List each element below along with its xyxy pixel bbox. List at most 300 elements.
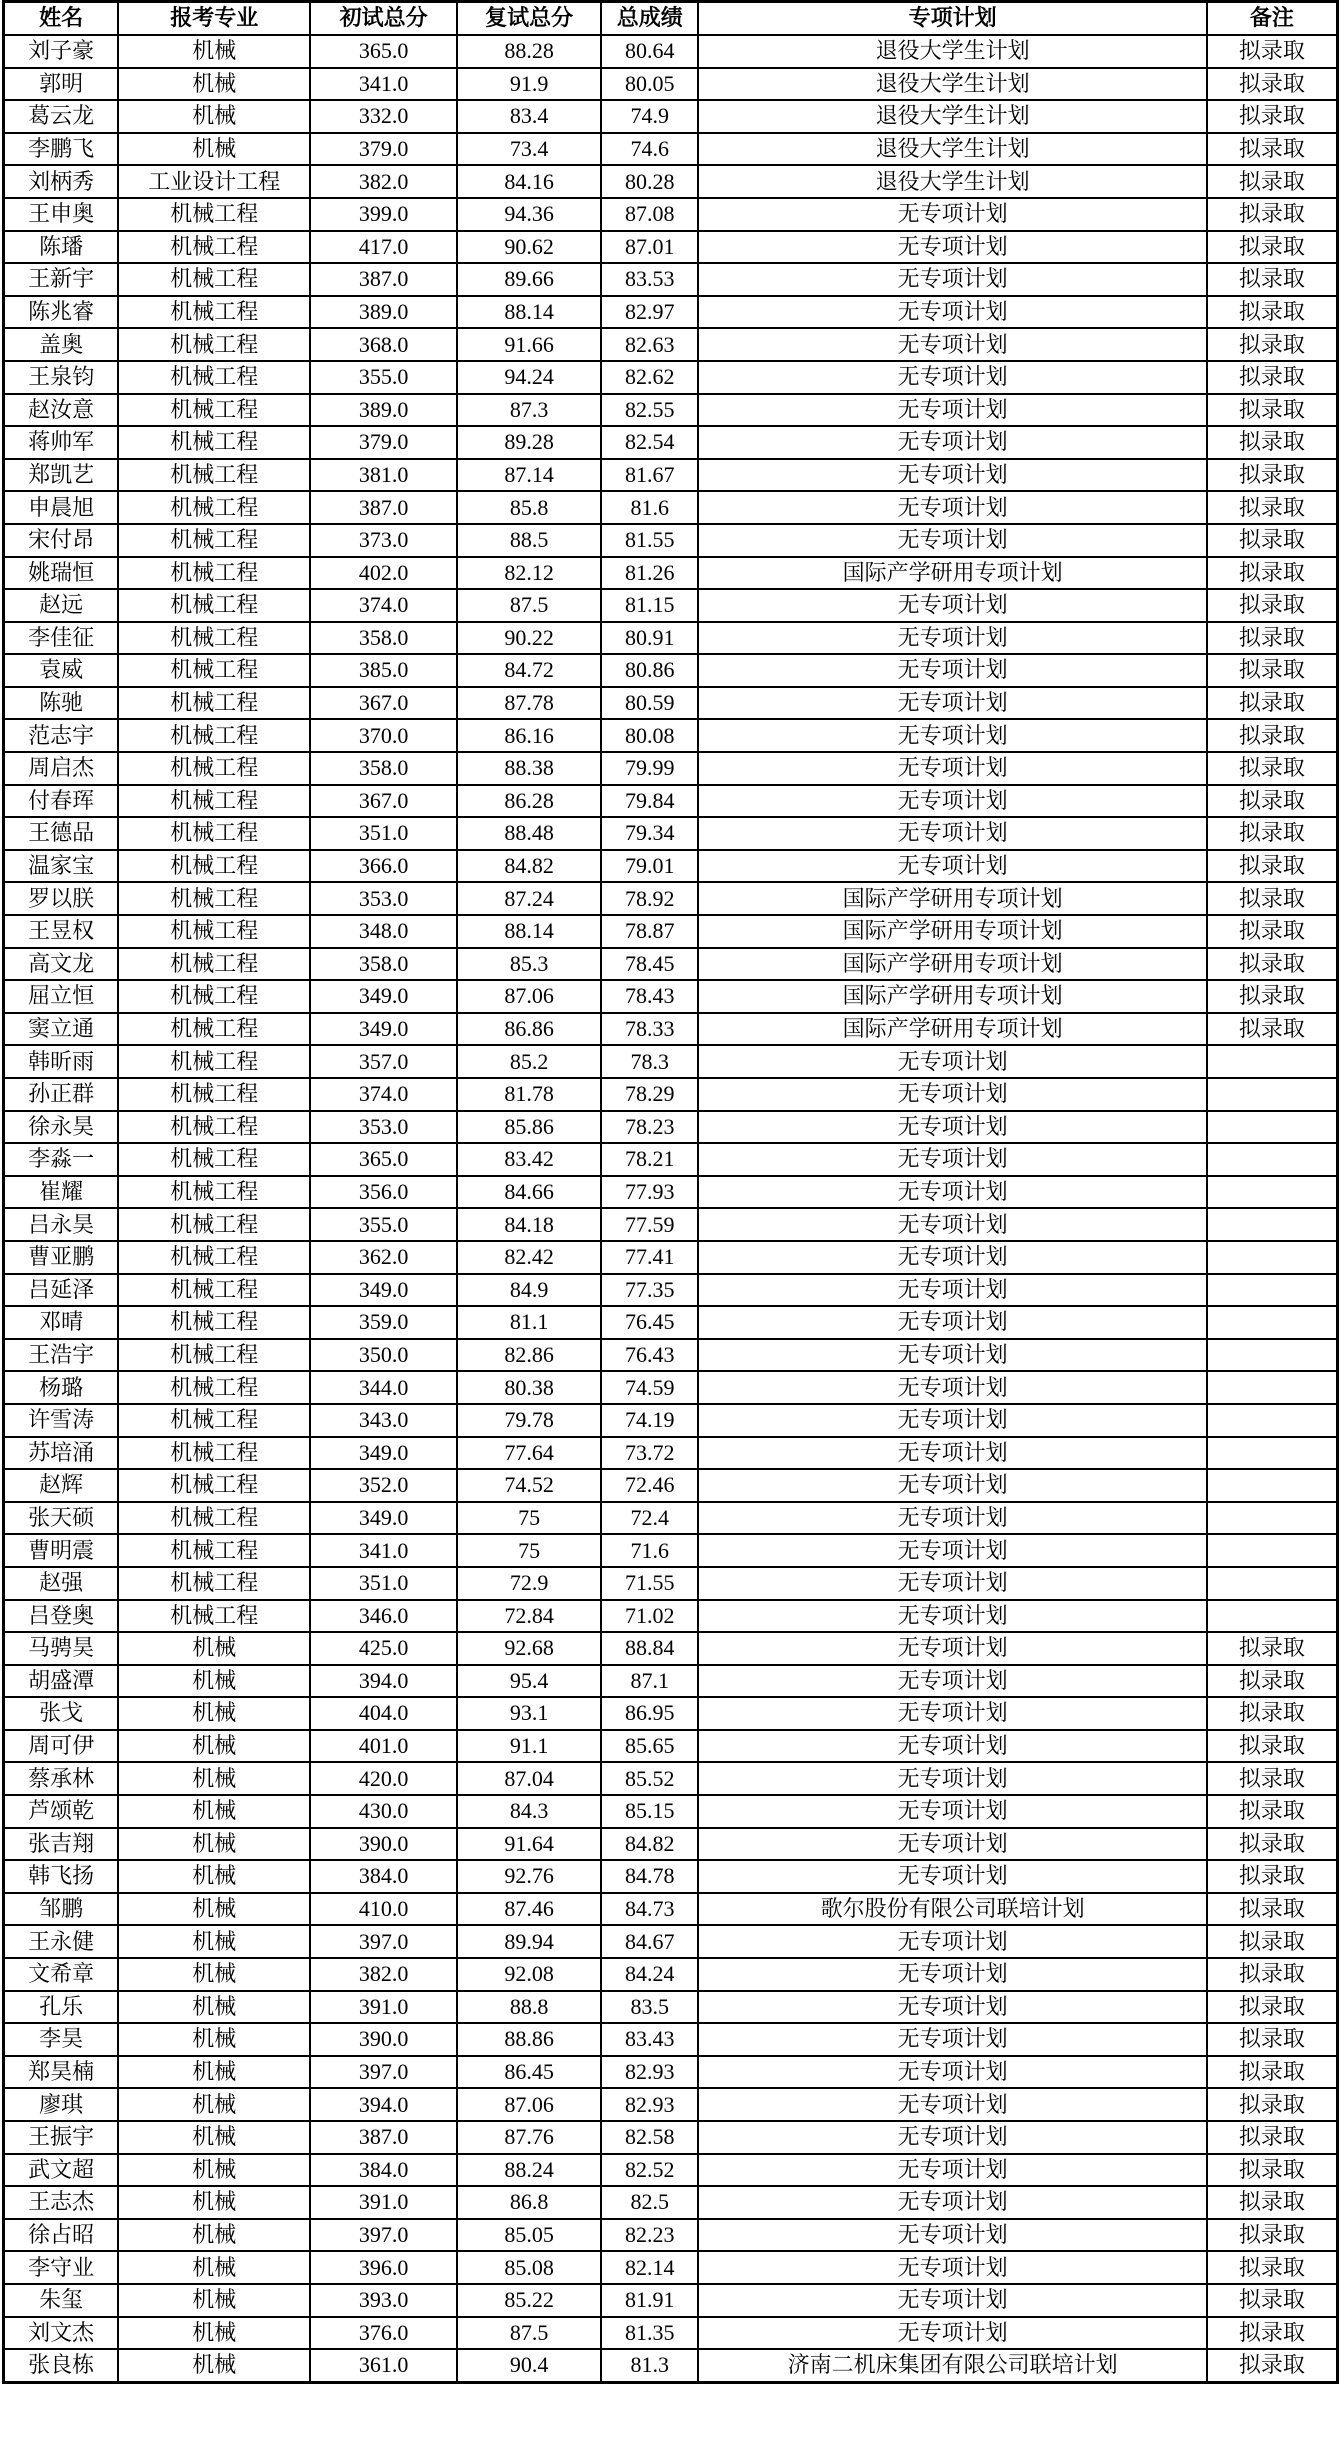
cell-special-plan: 无专项计划: [698, 426, 1206, 459]
cell-retest-score: 91.66: [457, 328, 601, 361]
cell-special-plan: 无专项计划: [698, 2056, 1206, 2089]
cell-remark: 拟录取: [1207, 687, 1338, 720]
cell-total-score: 81.67: [601, 459, 698, 492]
cell-initial-score: 349.0: [310, 1013, 457, 1046]
cell-retest-score: 83.42: [457, 1143, 601, 1176]
cell-retest-score: 93.1: [457, 1697, 601, 1730]
cell-remark: 拟录取: [1207, 948, 1338, 981]
cell-name: 葛云龙: [4, 100, 119, 133]
cell-remark: 拟录取: [1207, 426, 1338, 459]
table-row: [4, 426, 1338, 459]
cell-retest-score: 84.82: [457, 850, 601, 883]
cell-initial-score: 389.0: [310, 296, 457, 329]
cell-special-plan: 无专项计划: [698, 2251, 1206, 2284]
cell-special-plan: 无专项计划: [698, 2219, 1206, 2252]
cell-special-plan: 无专项计划: [698, 850, 1206, 883]
cell-total-score: 71.55: [601, 1567, 698, 1600]
table-row: [4, 296, 1338, 329]
table-row: [4, 1502, 1338, 1535]
cell-special-plan: 无专项计划: [698, 394, 1206, 427]
cell-major: 机械工程: [118, 557, 310, 590]
cell-remark: 拟录取: [1207, 1665, 1338, 1698]
cell-initial-score: 349.0: [310, 1437, 457, 1470]
cell-initial-score: 404.0: [310, 1697, 457, 1730]
cell-initial-score: 425.0: [310, 1632, 457, 1665]
cell-remark: 拟录取: [1207, 2284, 1338, 2317]
cell-major: 机械工程: [118, 687, 310, 720]
cell-remark: 拟录取: [1207, 654, 1338, 687]
table-row: [4, 2121, 1338, 2154]
cell-special-plan: 无专项计划: [698, 1111, 1206, 1144]
cell-major: 机械工程: [118, 198, 310, 231]
cell-major: 机械工程: [118, 1339, 310, 1372]
cell-name: 邹鹏: [4, 1893, 119, 1926]
cell-total-score: 80.64: [601, 35, 698, 68]
cell-name: 曹明震: [4, 1534, 119, 1567]
cell-remark: 拟录取: [1207, 557, 1338, 590]
cell-total-score: 74.6: [601, 133, 698, 166]
cell-name: 徐永昊: [4, 1111, 119, 1144]
cell-remark: [1207, 1306, 1338, 1339]
cell-retest-score: 88.24: [457, 2154, 601, 2187]
cell-major: 机械工程: [118, 1176, 310, 1209]
cell-name: 窦立通: [4, 1013, 119, 1046]
cell-remark: [1207, 1567, 1338, 1600]
cell-total-score: 82.97: [601, 296, 698, 329]
cell-total-score: 82.5: [601, 2186, 698, 2219]
cell-total-score: 78.23: [601, 1111, 698, 1144]
cell-special-plan: 无专项计划: [698, 1404, 1206, 1437]
cell-initial-score: 358.0: [310, 752, 457, 785]
cell-total-score: 76.45: [601, 1306, 698, 1339]
cell-special-plan: 无专项计划: [698, 1534, 1206, 1567]
table-row: [4, 622, 1338, 655]
cell-retest-score: 86.45: [457, 2056, 601, 2089]
table-row: [4, 948, 1338, 981]
cell-special-plan: 无专项计划: [698, 1045, 1206, 1078]
cell-retest-score: 92.08: [457, 1958, 601, 1991]
cell-retest-score: 88.48: [457, 817, 601, 850]
cell-total-score: 78.29: [601, 1078, 698, 1111]
cell-name: 陈兆睿: [4, 296, 119, 329]
cell-remark: 拟录取: [1207, 785, 1338, 818]
cell-initial-score: 351.0: [310, 1567, 457, 1600]
cell-initial-score: 368.0: [310, 328, 457, 361]
cell-major: 机械工程: [118, 1241, 310, 1274]
cell-retest-score: 88.38: [457, 752, 601, 785]
cell-total-score: 79.99: [601, 752, 698, 785]
cell-retest-score: 90.4: [457, 2349, 601, 2382]
cell-name: 刘柄秀: [4, 165, 119, 198]
cell-special-plan: 无专项计划: [698, 2284, 1206, 2317]
table-row: [4, 2251, 1338, 2284]
cell-total-score: 83.53: [601, 263, 698, 296]
cell-major: 机械: [118, 2121, 310, 2154]
cell-remark: [1207, 1241, 1338, 1274]
cell-special-plan: 无专项计划: [698, 1208, 1206, 1241]
table-row: [4, 1469, 1338, 1502]
cell-remark: [1207, 1274, 1338, 1307]
table-row: [4, 1632, 1338, 1665]
cell-remark: 拟录取: [1207, 2349, 1338, 2382]
cell-total-score: 77.59: [601, 1208, 698, 1241]
cell-major: 机械: [118, 2023, 310, 2056]
table-row: [4, 1274, 1338, 1307]
cell-name: 郭明: [4, 68, 119, 101]
cell-initial-score: 355.0: [310, 1208, 457, 1241]
cell-special-plan: 无专项计划: [698, 1567, 1206, 1600]
cell-special-plan: 无专项计划: [698, 2186, 1206, 2219]
table-body: [4, 35, 1338, 2382]
cell-remark: 拟录取: [1207, 524, 1338, 557]
cell-name: 李淼一: [4, 1143, 119, 1176]
cell-special-plan: 无专项计划: [698, 524, 1206, 557]
cell-retest-score: 86.8: [457, 2186, 601, 2219]
table-row: [4, 100, 1338, 133]
cell-total-score: 87.01: [601, 231, 698, 264]
cell-special-plan: 无专项计划: [698, 1925, 1206, 1958]
cell-major: 机械工程: [118, 1143, 310, 1176]
cell-initial-score: 349.0: [310, 980, 457, 1013]
cell-retest-score: 91.9: [457, 68, 601, 101]
cell-name: 朱玺: [4, 2284, 119, 2317]
cell-initial-score: 353.0: [310, 1111, 457, 1144]
cell-total-score: 78.43: [601, 980, 698, 1013]
cell-initial-score: 390.0: [310, 2023, 457, 2056]
cell-major: 机械工程: [118, 1306, 310, 1339]
cell-remark: 拟录取: [1207, 394, 1338, 427]
table-row: [4, 328, 1338, 361]
table-row: [4, 557, 1338, 590]
cell-retest-score: 88.5: [457, 524, 601, 557]
cell-total-score: 87.1: [601, 1665, 698, 1698]
cell-initial-score: 391.0: [310, 2186, 457, 2219]
cell-remark: [1207, 1339, 1338, 1372]
cell-major: 机械工程: [118, 915, 310, 948]
column-header-initial-score: 初试总分: [310, 2, 457, 36]
cell-total-score: 78.45: [601, 948, 698, 981]
cell-initial-score: 352.0: [310, 1469, 457, 1502]
cell-initial-score: 379.0: [310, 426, 457, 459]
table-row: [4, 2186, 1338, 2219]
table-row: [4, 2154, 1338, 2187]
cell-name: 郑昊楠: [4, 2056, 119, 2089]
cell-name: 芦颂乾: [4, 1795, 119, 1828]
cell-special-plan: 国际产学研用专项计划: [698, 882, 1206, 915]
cell-major: 机械工程: [118, 263, 310, 296]
cell-initial-score: 401.0: [310, 1730, 457, 1763]
cell-initial-score: 397.0: [310, 1925, 457, 1958]
cell-major: 机械工程: [118, 1534, 310, 1567]
column-header-name: 姓名: [4, 2, 119, 36]
cell-total-score: 79.34: [601, 817, 698, 850]
table-row: [4, 198, 1338, 231]
cell-total-score: 84.82: [601, 1828, 698, 1861]
cell-name: 廖琪: [4, 2088, 119, 2121]
cell-retest-score: 88.86: [457, 2023, 601, 2056]
cell-initial-score: 420.0: [310, 1762, 457, 1795]
cell-major: 机械: [118, 1762, 310, 1795]
table-row: [4, 1013, 1338, 1046]
cell-retest-score: 82.86: [457, 1339, 601, 1372]
cell-remark: [1207, 1534, 1338, 1567]
cell-initial-score: 389.0: [310, 394, 457, 427]
table-row: [4, 231, 1338, 264]
cell-initial-score: 355.0: [310, 361, 457, 394]
cell-total-score: 82.63: [601, 328, 698, 361]
cell-major: 机械工程: [118, 752, 310, 785]
cell-retest-score: 91.1: [457, 1730, 601, 1763]
cell-retest-score: 87.24: [457, 882, 601, 915]
cell-major: 机械工程: [118, 491, 310, 524]
table-row: [4, 1665, 1338, 1698]
cell-initial-score: 381.0: [310, 459, 457, 492]
cell-initial-score: 410.0: [310, 1893, 457, 1926]
cell-special-plan: 退役大学生计划: [698, 165, 1206, 198]
cell-special-plan: 无专项计划: [698, 622, 1206, 655]
table-row: [4, 1111, 1338, 1144]
cell-name: 范志宇: [4, 719, 119, 752]
cell-retest-score: 87.14: [457, 459, 601, 492]
cell-major: 机械工程: [118, 1078, 310, 1111]
cell-remark: 拟录取: [1207, 752, 1338, 785]
cell-major: 机械工程: [118, 426, 310, 459]
cell-retest-score: 87.3: [457, 394, 601, 427]
cell-name: 宋付昂: [4, 524, 119, 557]
cell-major: 机械: [118, 1860, 310, 1893]
cell-special-plan: 无专项计划: [698, 198, 1206, 231]
cell-initial-score: 391.0: [310, 1991, 457, 2024]
cell-name: 王新宇: [4, 263, 119, 296]
table-row: [4, 1697, 1338, 1730]
cell-total-score: 81.3: [601, 2349, 698, 2382]
cell-special-plan: 无专项计划: [698, 1600, 1206, 1633]
cell-retest-score: 87.76: [457, 2121, 601, 2154]
cell-initial-score: 396.0: [310, 2251, 457, 2284]
cell-initial-score: 367.0: [310, 785, 457, 818]
cell-name: 蔡承林: [4, 1762, 119, 1795]
cell-total-score: 87.08: [601, 198, 698, 231]
cell-total-score: 74.59: [601, 1371, 698, 1404]
cell-retest-score: 87.5: [457, 2317, 601, 2350]
cell-major: 机械: [118, 1893, 310, 1926]
cell-major: 机械工程: [118, 785, 310, 818]
table-row: [4, 1600, 1338, 1633]
cell-major: 机械工程: [118, 817, 310, 850]
cell-retest-score: 87.5: [457, 589, 601, 622]
cell-name: 杨璐: [4, 1371, 119, 1404]
table-row: [4, 719, 1338, 752]
table-row: [4, 850, 1338, 883]
cell-name: 申晨旭: [4, 491, 119, 524]
table-row: [4, 35, 1338, 68]
cell-retest-score: 74.52: [457, 1469, 601, 1502]
cell-special-plan: 无专项计划: [698, 231, 1206, 264]
cell-retest-score: 89.66: [457, 263, 601, 296]
cell-initial-score: 394.0: [310, 2088, 457, 2121]
cell-remark: [1207, 1469, 1338, 1502]
cell-retest-score: 94.36: [457, 198, 601, 231]
table-row: [4, 1339, 1338, 1372]
cell-special-plan: 国际产学研用专项计划: [698, 980, 1206, 1013]
table-row: [4, 1371, 1338, 1404]
cell-initial-score: 374.0: [310, 1078, 457, 1111]
cell-special-plan: 无专项计划: [698, 328, 1206, 361]
cell-special-plan: 无专项计划: [698, 785, 1206, 818]
cell-retest-score: 86.28: [457, 785, 601, 818]
cell-retest-score: 88.28: [457, 35, 601, 68]
cell-name: 李佳征: [4, 622, 119, 655]
table-row: [4, 1208, 1338, 1241]
cell-remark: 拟录取: [1207, 100, 1338, 133]
cell-retest-score: 87.78: [457, 687, 601, 720]
cell-special-plan: 无专项计划: [698, 1143, 1206, 1176]
cell-total-score: 82.93: [601, 2056, 698, 2089]
cell-retest-score: 84.16: [457, 165, 601, 198]
cell-remark: 拟录取: [1207, 915, 1338, 948]
cell-initial-score: 362.0: [310, 1241, 457, 1274]
cell-total-score: 82.55: [601, 394, 698, 427]
cell-major: 机械: [118, 1730, 310, 1763]
cell-total-score: 84.73: [601, 1893, 698, 1926]
cell-remark: 拟录取: [1207, 2186, 1338, 2219]
cell-special-plan: 无专项计划: [698, 654, 1206, 687]
table-row: [4, 394, 1338, 427]
cell-remark: [1207, 1208, 1338, 1241]
cell-special-plan: 无专项计划: [698, 817, 1206, 850]
cell-major: 机械工程: [118, 1469, 310, 1502]
column-header-total-score: 总成绩: [601, 2, 698, 36]
table-row: [4, 785, 1338, 818]
column-header-major: 报考专业: [118, 2, 310, 36]
cell-initial-score: 348.0: [310, 915, 457, 948]
cell-total-score: 85.15: [601, 1795, 698, 1828]
cell-remark: 拟录取: [1207, 1632, 1338, 1665]
cell-retest-score: 77.64: [457, 1437, 601, 1470]
cell-name: 苏培涌: [4, 1437, 119, 1470]
cell-major: 机械工程: [118, 296, 310, 329]
table-row: [4, 1828, 1338, 1861]
cell-special-plan: 无专项计划: [698, 1371, 1206, 1404]
cell-total-score: 71.02: [601, 1600, 698, 1633]
table-row: [4, 1893, 1338, 1926]
cell-name: 蒋帅军: [4, 426, 119, 459]
cell-special-plan: 无专项计划: [698, 2023, 1206, 2056]
cell-total-score: 80.28: [601, 165, 698, 198]
cell-retest-score: 89.28: [457, 426, 601, 459]
cell-special-plan: 退役大学生计划: [698, 100, 1206, 133]
cell-remark: 拟录取: [1207, 35, 1338, 68]
cell-name: 郑凯艺: [4, 459, 119, 492]
cell-total-score: 85.52: [601, 1762, 698, 1795]
cell-total-score: 81.26: [601, 557, 698, 590]
cell-remark: 拟录取: [1207, 231, 1338, 264]
cell-initial-score: 343.0: [310, 1404, 457, 1437]
column-header-special-plan: 专项计划: [698, 2, 1206, 36]
table-row: [4, 133, 1338, 166]
cell-name: 屈立恒: [4, 980, 119, 1013]
cell-remark: 拟录取: [1207, 1893, 1338, 1926]
cell-remark: 拟录取: [1207, 133, 1338, 166]
cell-total-score: 74.9: [601, 100, 698, 133]
cell-total-score: 83.43: [601, 2023, 698, 2056]
cell-retest-score: 91.64: [457, 1828, 601, 1861]
cell-retest-score: 79.78: [457, 1404, 601, 1437]
table-row: [4, 817, 1338, 850]
table-row: [4, 1241, 1338, 1274]
cell-initial-score: 332.0: [310, 100, 457, 133]
cell-total-score: 78.33: [601, 1013, 698, 1046]
cell-name: 刘文杰: [4, 2317, 119, 2350]
cell-major: 机械工程: [118, 1437, 310, 1470]
cell-total-score: 81.91: [601, 2284, 698, 2317]
cell-major: 机械工程: [118, 948, 310, 981]
cell-total-score: 88.84: [601, 1632, 698, 1665]
cell-initial-score: 393.0: [310, 2284, 457, 2317]
cell-name: 徐占昭: [4, 2219, 119, 2252]
cell-special-plan: 无专项计划: [698, 2121, 1206, 2154]
cell-major: 机械工程: [118, 524, 310, 557]
cell-retest-score: 89.94: [457, 1925, 601, 1958]
cell-retest-score: 85.3: [457, 948, 601, 981]
table-row: [4, 2219, 1338, 2252]
cell-remark: [1207, 1111, 1338, 1144]
cell-remark: 拟录取: [1207, 1730, 1338, 1763]
cell-initial-score: 349.0: [310, 1274, 457, 1307]
cell-total-score: 82.58: [601, 2121, 698, 2154]
cell-major: 工业设计工程: [118, 165, 310, 198]
column-header-remark: 备注: [1207, 2, 1338, 36]
table-row: [4, 2056, 1338, 2089]
cell-retest-score: 85.05: [457, 2219, 601, 2252]
cell-initial-score: 356.0: [310, 1176, 457, 1209]
cell-major: 机械工程: [118, 1274, 310, 1307]
cell-initial-score: 366.0: [310, 850, 457, 883]
cell-major: 机械工程: [118, 1208, 310, 1241]
cell-total-score: 82.62: [601, 361, 698, 394]
cell-remark: 拟录取: [1207, 1795, 1338, 1828]
table-row: [4, 687, 1338, 720]
cell-name: 袁威: [4, 654, 119, 687]
cell-remark: 拟录取: [1207, 2121, 1338, 2154]
cell-initial-score: 397.0: [310, 2056, 457, 2089]
cell-name: 张天硕: [4, 1502, 119, 1535]
cell-total-score: 81.35: [601, 2317, 698, 2350]
cell-remark: 拟录取: [1207, 68, 1338, 101]
cell-special-plan: 无专项计划: [698, 1339, 1206, 1372]
cell-name: 高文龙: [4, 948, 119, 981]
cell-total-score: 78.3: [601, 1045, 698, 1078]
cell-special-plan: 无专项计划: [698, 459, 1206, 492]
cell-major: 机械工程: [118, 980, 310, 1013]
cell-remark: 拟录取: [1207, 882, 1338, 915]
cell-remark: 拟录取: [1207, 2154, 1338, 2187]
cell-major: 机械工程: [118, 589, 310, 622]
cell-name: 罗以朕: [4, 882, 119, 915]
cell-remark: 拟录取: [1207, 622, 1338, 655]
cell-name: 陈璠: [4, 231, 119, 264]
cell-special-plan: 退役大学生计划: [698, 133, 1206, 166]
cell-name: 赵汝意: [4, 394, 119, 427]
cell-major: 机械工程: [118, 1502, 310, 1535]
cell-major: 机械工程: [118, 719, 310, 752]
table-row: [4, 2317, 1338, 2350]
cell-name: 刘子豪: [4, 35, 119, 68]
cell-name: 李鹏飞: [4, 133, 119, 166]
table-row: [4, 524, 1338, 557]
cell-initial-score: 365.0: [310, 1143, 457, 1176]
cell-initial-score: 382.0: [310, 165, 457, 198]
